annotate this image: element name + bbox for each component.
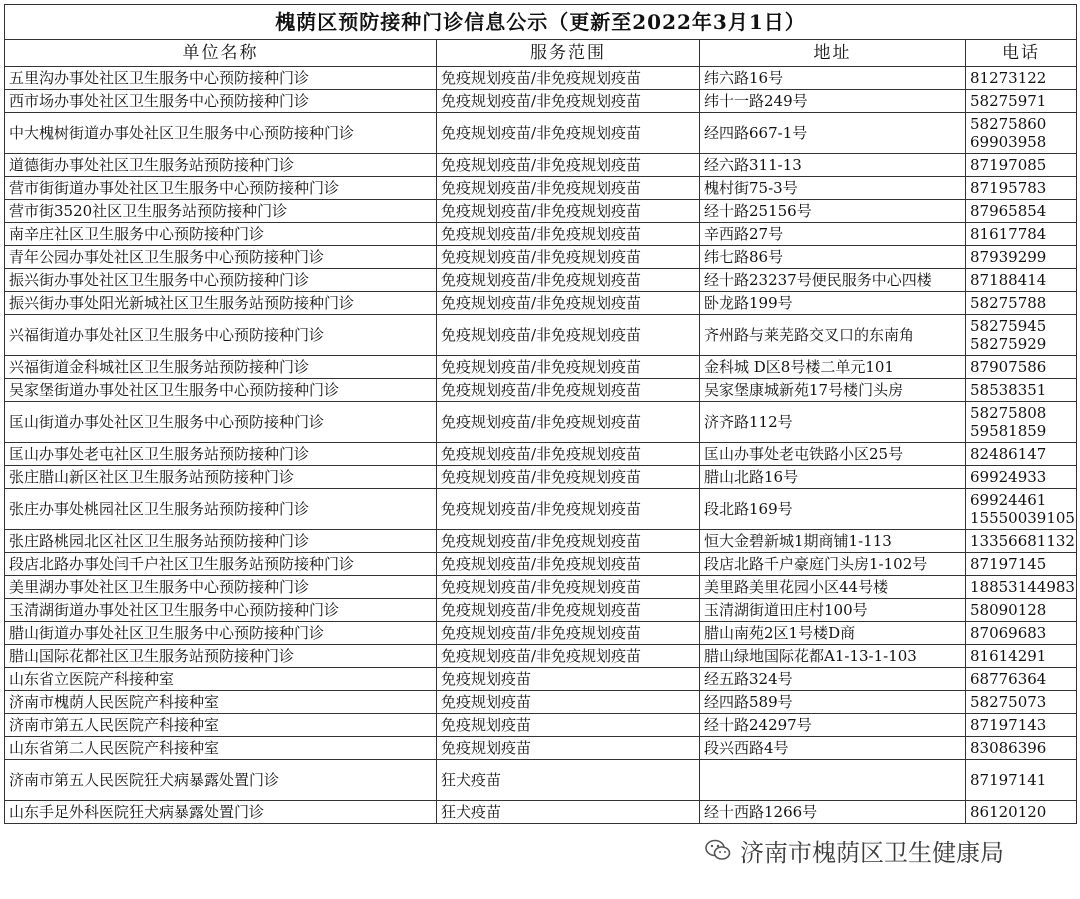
phone-number: 81617784: [970, 225, 1047, 243]
phone-number: 69924933: [970, 468, 1047, 486]
cell-service-scope: 免疫规划疫苗/非免疫规划疫苗: [437, 645, 700, 668]
cell-address: 纬十一路249号: [700, 90, 966, 113]
cell-service-scope: 免疫规划疫苗/非免疫规划疫苗: [437, 402, 700, 443]
cell-phone: [966, 269, 1077, 292]
cell-phone: [966, 576, 1077, 599]
cell-service-scope: 免疫规划疫苗/非免疫规划疫苗: [437, 530, 700, 553]
cell-service-scope: 免疫规划疫苗/非免疫规划疫苗: [437, 269, 700, 292]
cell-service-scope: 免疫规划疫苗/非免疫规划疫苗: [437, 466, 700, 489]
cell-unit-name: 匡山街道办事处社区卫生服务中心预防接种门诊: [5, 402, 437, 443]
cell-service-scope: 免疫规划疫苗: [437, 691, 700, 714]
phone-number: 58275073: [970, 693, 1047, 711]
cell-address: 纬六路16号: [700, 67, 966, 90]
cell-unit-name: 西市场办事处社区卫生服务中心预防接种门诊: [5, 90, 437, 113]
table-title: 槐荫区预防接种门诊信息公示（更新至2022年3月1日）: [5, 5, 1077, 40]
cell-service-scope: 免疫规划疫苗: [437, 737, 700, 760]
cell-service-scope: 狂犬疫苗: [437, 801, 700, 824]
watermark-text: 济南市槐荫区卫生健康局: [740, 838, 1004, 867]
phone-number: 58275860: [970, 115, 1047, 133]
table-row: [5, 466, 1077, 489]
phone-number: 69924461: [970, 491, 1047, 509]
cell-unit-name: 匡山办事处老屯社区卫生服务站预防接种门诊: [5, 443, 437, 466]
cell-unit-name: 兴福街道金科城社区卫生服务站预防接种门诊: [5, 356, 437, 379]
table-row: [5, 443, 1077, 466]
phone-number: 83086396: [970, 739, 1047, 757]
cell-address: 段兴西路4号: [700, 737, 966, 760]
phone-number: 68776364: [970, 670, 1047, 688]
table-row: [5, 113, 1077, 154]
cell-address: 经十路24297号: [700, 714, 966, 737]
table-row: [5, 67, 1077, 90]
table-row: [5, 269, 1077, 292]
cell-phone: [966, 489, 1077, 530]
cell-address: 槐村街75-3号: [700, 177, 966, 200]
cell-phone: [966, 645, 1077, 668]
cell-address: 美里路美里花园小区44号楼: [700, 576, 966, 599]
cell-address: 经十西路1266号: [700, 801, 966, 824]
cell-unit-name: 营市街街道办事处社区卫生服务中心预防接种门诊: [5, 177, 437, 200]
phone-number: 87197141: [970, 771, 1047, 789]
cell-unit-name: 腊山街道办事处社区卫生服务中心预防接种门诊: [5, 622, 437, 645]
phone-number: 87965854: [970, 202, 1047, 220]
cell-unit-name: 山东省立医院产科接种室: [5, 668, 437, 691]
cell-phone: [966, 553, 1077, 576]
cell-phone: [966, 356, 1077, 379]
cell-unit-name: 济南市第五人民医院产科接种室: [5, 714, 437, 737]
cell-phone: [966, 668, 1077, 691]
table-row: [5, 553, 1077, 576]
cell-address: 玉清湖街道田庄村100号: [700, 599, 966, 622]
cell-service-scope: 免疫规划疫苗/非免疫规划疫苗: [437, 553, 700, 576]
table-row: [5, 622, 1077, 645]
cell-service-scope: 免疫规划疫苗/非免疫规划疫苗: [437, 315, 700, 356]
phone-number: 87197085: [970, 156, 1047, 174]
cell-phone: [966, 67, 1077, 90]
cell-phone: [966, 443, 1077, 466]
cell-address: 段店北路千户豪庭门头房1-102号: [700, 553, 966, 576]
cell-service-scope: 免疫规划疫苗/非免疫规划疫苗: [437, 622, 700, 645]
cell-service-scope: 免疫规划疫苗/非免疫规划疫苗: [437, 200, 700, 223]
header-address: 地址: [700, 40, 966, 67]
phone-number: 86120120: [970, 803, 1047, 821]
notice-sheet: [4, 4, 1076, 867]
table-row: [5, 489, 1077, 530]
cell-address: 纬七路86号: [700, 246, 966, 269]
cell-unit-name: 南辛庄社区卫生服务中心预防接种门诊: [5, 223, 437, 246]
phone-number: 81273122: [970, 69, 1047, 87]
phone-number: 87907586: [970, 358, 1047, 376]
cell-phone: [966, 714, 1077, 737]
phone-number: 87195783: [970, 179, 1047, 197]
cell-address: 金科城 D区8号楼二单元101: [700, 356, 966, 379]
table-row: [5, 645, 1077, 668]
phone-number: 87188414: [970, 271, 1047, 289]
cell-unit-name: 美里湖办事处社区卫生服务中心预防接种门诊: [5, 576, 437, 599]
cell-address: 经六路311-13: [700, 154, 966, 177]
phone-number: 87197145: [970, 555, 1047, 573]
cell-address: 济齐路112号: [700, 402, 966, 443]
table-row: [5, 223, 1077, 246]
header-phone: 电话: [966, 40, 1077, 67]
cell-service-scope: 免疫规划疫苗/非免疫规划疫苗: [437, 443, 700, 466]
cell-unit-name: 山东省第二人民医院产科接种室: [5, 737, 437, 760]
cell-address: [700, 760, 966, 801]
phone-number: 18853144983: [970, 578, 1075, 596]
cell-address: 经四路667-1号: [700, 113, 966, 154]
header-unit-name: 单位名称: [5, 40, 437, 67]
table-row: [5, 90, 1077, 113]
cell-phone: [966, 599, 1077, 622]
table-row: [5, 801, 1077, 824]
phone-number: 58275945: [970, 317, 1047, 335]
cell-phone: [966, 292, 1077, 315]
phone-number: 87939299: [970, 248, 1047, 266]
cell-address: 腊山绿地国际花都A1-13-1-103: [700, 645, 966, 668]
cell-unit-name: 腊山国际花都社区卫生服务站预防接种门诊: [5, 645, 437, 668]
cell-service-scope: 免疫规划疫苗: [437, 714, 700, 737]
watermark: [704, 830, 1074, 870]
phone-number: 58275929: [970, 335, 1047, 353]
phone-number: 82486147: [970, 445, 1047, 463]
cell-phone: [966, 223, 1077, 246]
cell-service-scope: 免疫规划疫苗/非免疫规划疫苗: [437, 223, 700, 246]
table-row: [5, 760, 1077, 801]
cell-unit-name: 振兴街办事处阳光新城社区卫生服务站预防接种门诊: [5, 292, 437, 315]
cell-service-scope: 免疫规划疫苗/非免疫规划疫苗: [437, 154, 700, 177]
table-row: [5, 154, 1077, 177]
cell-service-scope: 免疫规划疫苗/非免疫规划疫苗: [437, 379, 700, 402]
cell-address: 经四路589号: [700, 691, 966, 714]
cell-address: 卧龙路199号: [700, 292, 966, 315]
cell-address: 段北路169号: [700, 489, 966, 530]
phone-number: 58275808: [970, 404, 1047, 422]
cell-service-scope: 免疫规划疫苗/非免疫规划疫苗: [437, 67, 700, 90]
cell-unit-name: 段店北路办事处闫千户社区卫生服务站预防接种门诊: [5, 553, 437, 576]
phone-number: 69903958: [970, 133, 1047, 151]
wechat-icon: [704, 836, 732, 864]
phone-number: 87197143: [970, 716, 1047, 734]
cell-unit-name: 营市街3520社区卫生服务站预防接种门诊: [5, 200, 437, 223]
cell-address: 经十路25156号: [700, 200, 966, 223]
phone-number: 15550039105: [970, 509, 1075, 527]
cell-unit-name: 五里沟办事处社区卫生服务中心预防接种门诊: [5, 67, 437, 90]
cell-phone: [966, 113, 1077, 154]
cell-unit-name: 兴福街道办事处社区卫生服务中心预防接种门诊: [5, 315, 437, 356]
cell-unit-name: 道德街办事处社区卫生服务站预防接种门诊: [5, 154, 437, 177]
cell-phone: [966, 760, 1077, 801]
table-row: [5, 356, 1077, 379]
cell-service-scope: 免疫规划疫苗: [437, 668, 700, 691]
cell-service-scope: 免疫规划疫苗/非免疫规划疫苗: [437, 113, 700, 154]
table-row: [5, 691, 1077, 714]
phone-number: 58090128: [970, 601, 1047, 619]
cell-service-scope: 免疫规划疫苗/非免疫规划疫苗: [437, 177, 700, 200]
cell-unit-name: 山东手足外科医院狂犬病暴露处置门诊: [5, 801, 437, 824]
cell-phone: [966, 315, 1077, 356]
cell-address: 匡山办事处老屯铁路小区25号: [700, 443, 966, 466]
phone-number: 87069683: [970, 624, 1047, 642]
cell-service-scope: 免疫规划疫苗/非免疫规划疫苗: [437, 599, 700, 622]
phone-number: 81614291: [970, 647, 1047, 665]
table-row: [5, 246, 1077, 269]
cell-service-scope: 免疫规划疫苗/非免疫规划疫苗: [437, 576, 700, 599]
cell-unit-name: 济南市第五人民医院狂犬病暴露处置门诊: [5, 760, 437, 801]
table-row: [5, 714, 1077, 737]
cell-phone: [966, 90, 1077, 113]
cell-address: 齐州路与莱芜路交叉口的东南角: [700, 315, 966, 356]
cell-phone: [966, 801, 1077, 824]
table-row: [5, 668, 1077, 691]
cell-service-scope: 免疫规划疫苗/非免疫规划疫苗: [437, 90, 700, 113]
cell-unit-name: 张庄腊山新区社区卫生服务站预防接种门诊: [5, 466, 437, 489]
cell-address: 经五路324号: [700, 668, 966, 691]
table-body: [5, 67, 1077, 824]
table-row: [5, 315, 1077, 356]
table-row: [5, 379, 1077, 402]
cell-address: 腊山北路16号: [700, 466, 966, 489]
phone-number: 58275788: [970, 294, 1047, 312]
table-row: [5, 599, 1077, 622]
cell-phone: [966, 379, 1077, 402]
cell-service-scope: 免疫规划疫苗/非免疫规划疫苗: [437, 356, 700, 379]
cell-address: 经十路23237号便民服务中心四楼: [700, 269, 966, 292]
cell-phone: [966, 622, 1077, 645]
cell-address: 腊山南苑2区1号楼D商: [700, 622, 966, 645]
table-row: [5, 292, 1077, 315]
cell-address: 辛西路27号: [700, 223, 966, 246]
cell-unit-name: 济南市槐荫人民医院产科接种室: [5, 691, 437, 714]
table-row: [5, 530, 1077, 553]
cell-unit-name: 中大槐树街道办事处社区卫生服务中心预防接种门诊: [5, 113, 437, 154]
cell-unit-name: 振兴街办事处社区卫生服务中心预防接种门诊: [5, 269, 437, 292]
cell-phone: [966, 402, 1077, 443]
phone-number: 59581859: [970, 422, 1047, 440]
cell-unit-name: 张庄办事处桃园社区卫生服务站预防接种门诊: [5, 489, 437, 530]
cell-unit-name: 青年公园办事处社区卫生服务中心预防接种门诊: [5, 246, 437, 269]
cell-address: 吴家堡康城新苑17号楼门头房: [700, 379, 966, 402]
table-row: [5, 737, 1077, 760]
cell-phone: [966, 200, 1077, 223]
cell-phone: [966, 691, 1077, 714]
cell-unit-name: 张庄路桃园北区社区卫生服务站预防接种门诊: [5, 530, 437, 553]
cell-unit-name: 玉清湖街道办事处社区卫生服务中心预防接种门诊: [5, 599, 437, 622]
phone-number: 13356681132: [970, 532, 1075, 550]
table-row: [5, 177, 1077, 200]
phone-number: 58275971: [970, 92, 1047, 110]
cell-service-scope: 免疫规划疫苗/非免疫规划疫苗: [437, 292, 700, 315]
table-row: [5, 200, 1077, 223]
clinic-table: [4, 4, 1077, 824]
header-service-scope: 服务范围: [437, 40, 700, 67]
cell-service-scope: 狂犬疫苗: [437, 760, 700, 801]
table-row: [5, 576, 1077, 599]
cell-service-scope: 免疫规划疫苗/非免疫规划疫苗: [437, 246, 700, 269]
table-row: [5, 402, 1077, 443]
cell-phone: [966, 737, 1077, 760]
cell-phone: [966, 246, 1077, 269]
cell-service-scope: 免疫规划疫苗/非免疫规划疫苗: [437, 489, 700, 530]
cell-address: 恒大金碧新城1期商铺1-113: [700, 530, 966, 553]
phone-number: 58538351: [970, 381, 1047, 399]
cell-phone: [966, 177, 1077, 200]
cell-unit-name: 吴家堡街道办事处社区卫生服务中心预防接种门诊: [5, 379, 437, 402]
cell-phone: [966, 154, 1077, 177]
cell-phone: [966, 530, 1077, 553]
cell-phone: [966, 466, 1077, 489]
